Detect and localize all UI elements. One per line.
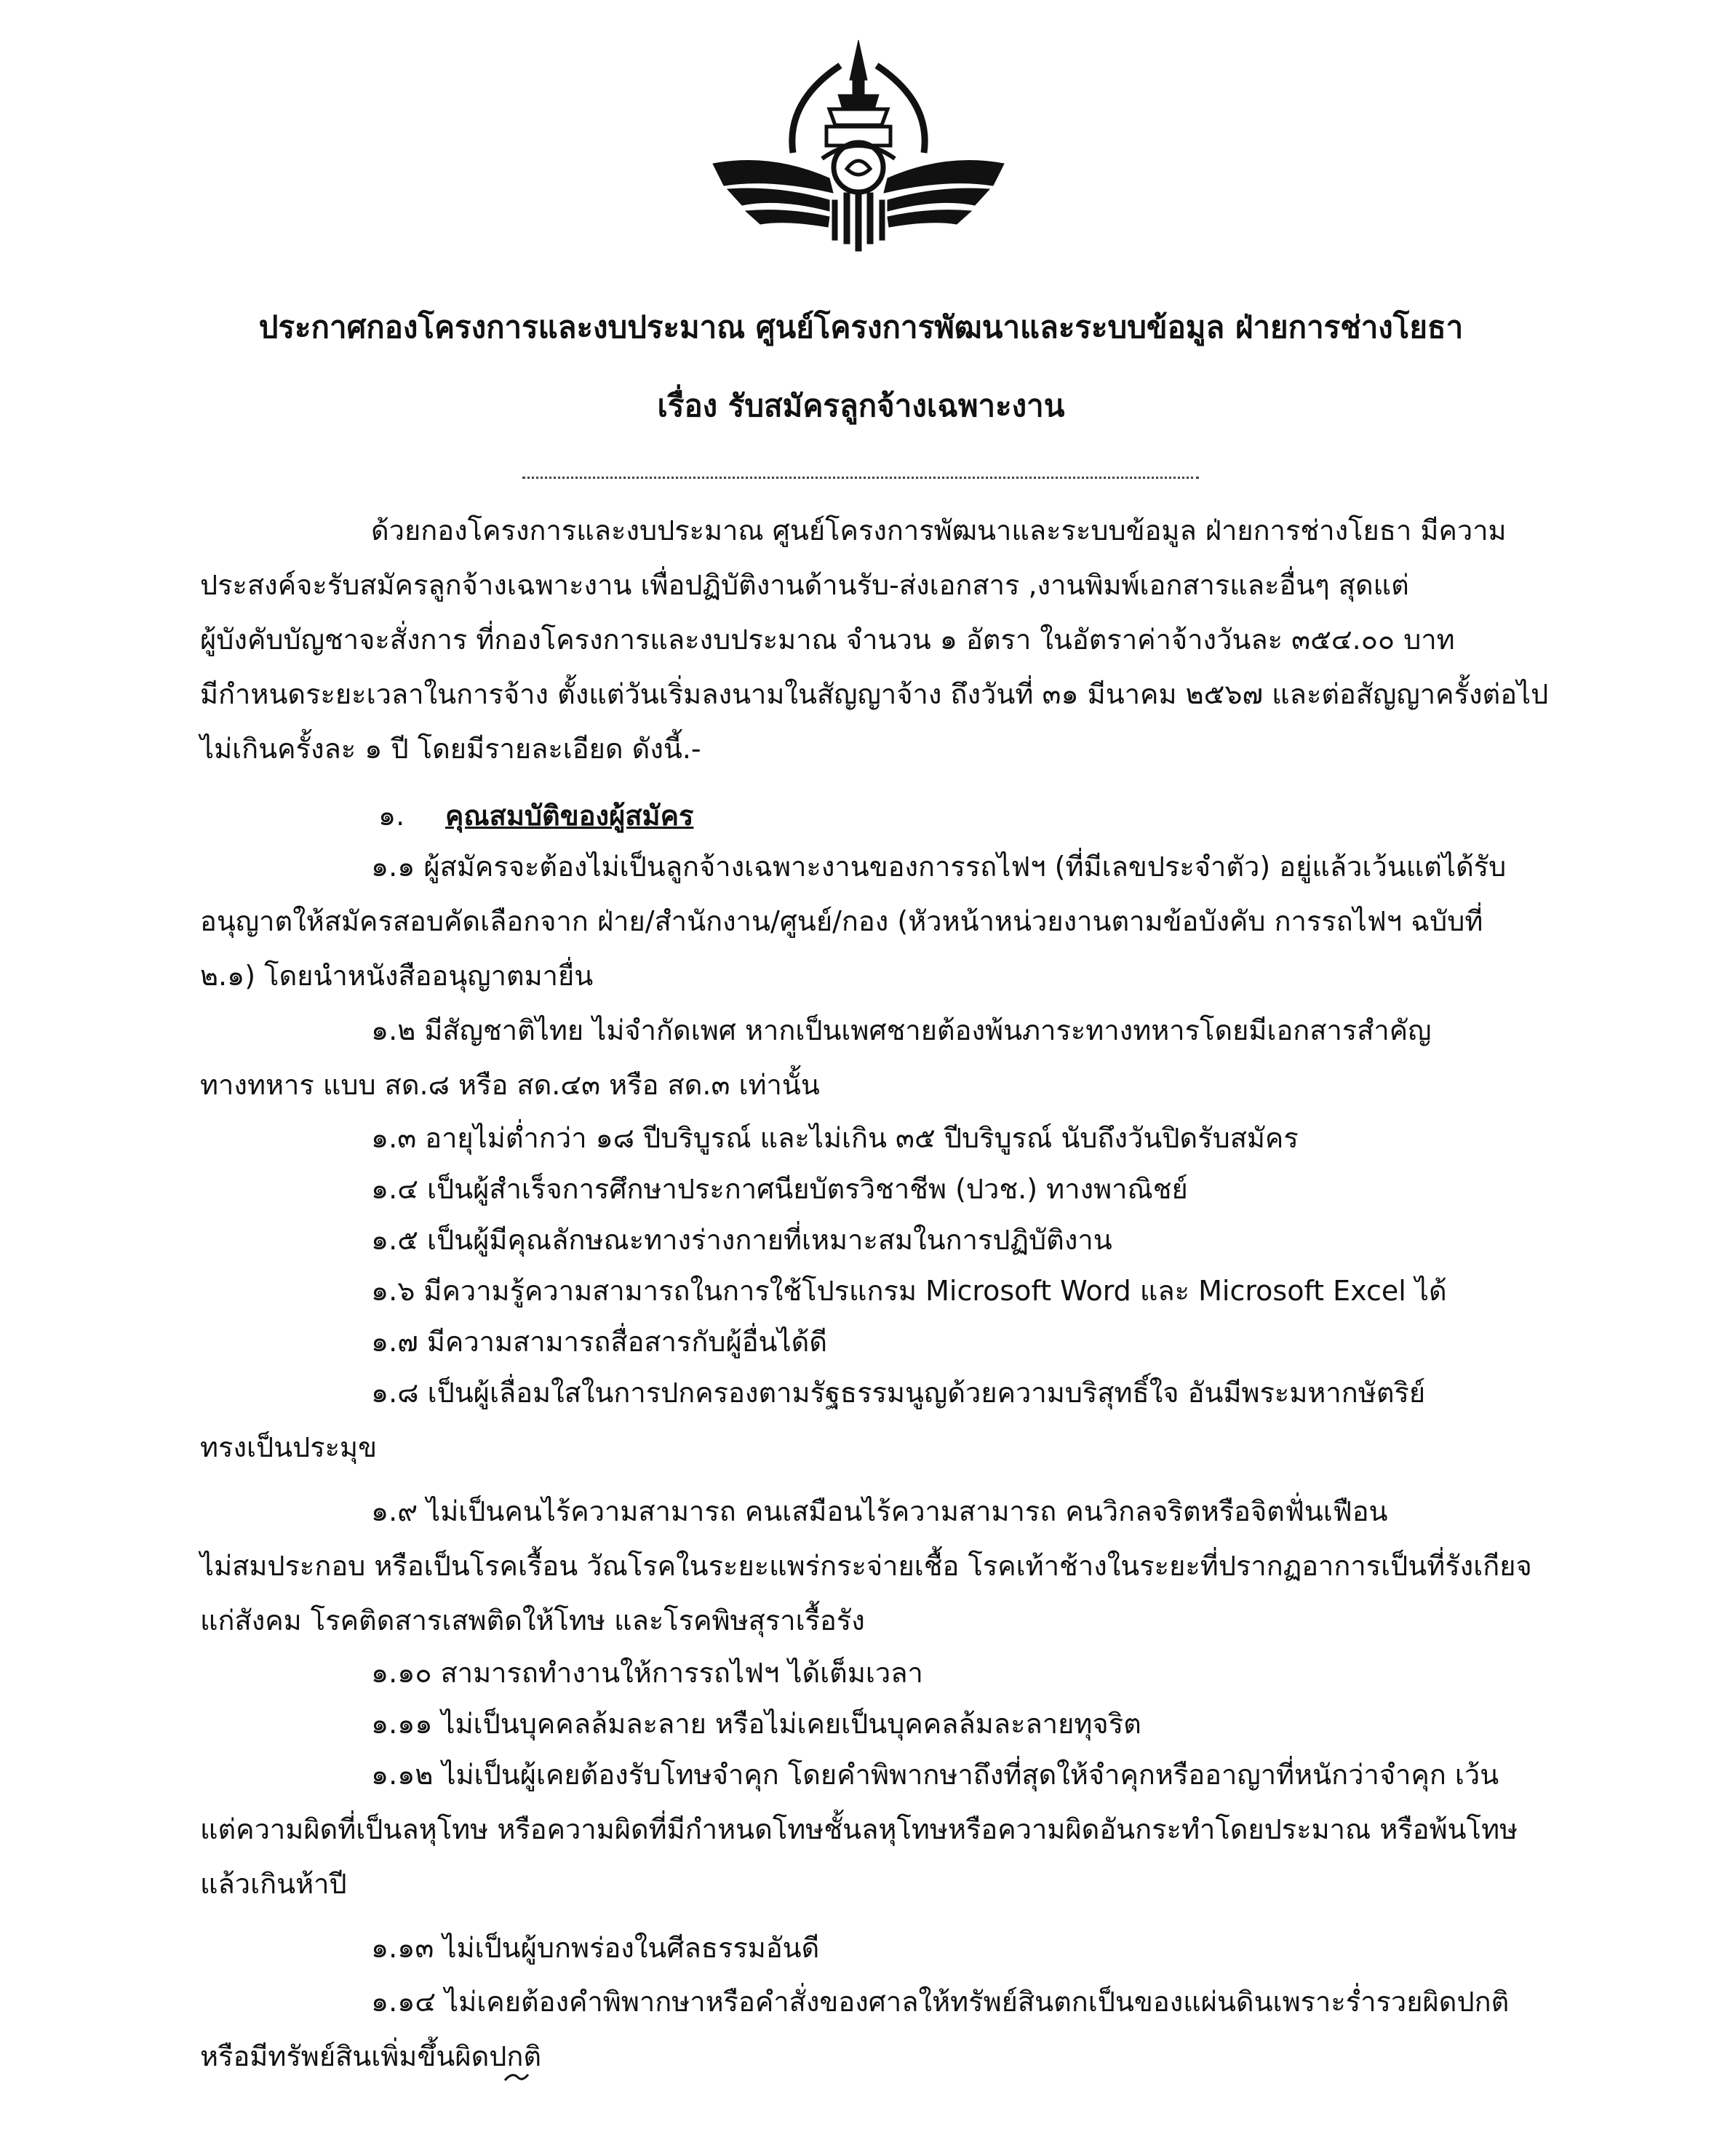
intro-line: ไม่เกินครั้งละ ๑ ปี โดยมีรายละเอียด ดังนี้.- bbox=[200, 733, 701, 765]
intro-line: ประสงค์จะรับสมัครลูกจ้างเฉพาะงาน เพื่อปฏิบัติงานด้านรับ-ส่งเอกสาร ,งานพิมพ์เอกสารและอื่นๆ สุดแต่ bbox=[200, 569, 1409, 601]
srt-emblem-logo bbox=[684, 36, 1033, 255]
qualification-item: ๑.๑๓ ไม่เป็นผู้บกพร่องในศีลธรรมอันดี bbox=[371, 1932, 820, 1964]
intro-line: ผู้บังคับบัญชาจะสั่งการ ที่กองโครงการและงบประมาณ จำนวน ๑ อัตรา ในอัตราค่าจ้างวันละ ๓๕๔.๐๐ บาท bbox=[200, 624, 1455, 656]
qualification-item: ๑.๑๔ ไม่เคยต้องคำพิพากษาหรือคำสั่งของศาลให้ทรัพย์สินตกเป็นของแผ่นดินเพราะร่ำรวยผิดปกติ bbox=[371, 1986, 1510, 2018]
dotted-divider bbox=[522, 477, 1199, 479]
section-heading: คุณสมบัติของผู้สมัคร bbox=[445, 800, 694, 832]
qualification-continuation: ทรงเป็นประมุข bbox=[200, 1431, 378, 1463]
qualification-continuation: ๒.๑) โดยนำหนังสืออนุญาตมายื่น bbox=[200, 960, 594, 992]
qualification-continuation: แล้วเกินห้าปี bbox=[200, 1868, 347, 1900]
qualification-item: ๑.๕ เป็นผู้มีคุณลักษณะทางร่างกายที่เหมาะสมในการปฏิบัติงาน bbox=[371, 1224, 1112, 1256]
qualification-continuation: อนุญาตให้สมัครสอบคัดเลือกจาก ฝ่าย/สำนักงาน/ศูนย์/กอง (หัวหน้าหน่วยงานตามข้อบังคับ การรถไฟฯ ฉบับที่ bbox=[200, 905, 1483, 937]
qualification-item: ๑.๑ ผู้สมัครจะต้องไม่เป็นลูกจ้างเฉพาะงานของการรถไฟฯ (ที่มีเลขประจำตัว) อยู่แล้วเว้นแต่ได้รับ bbox=[371, 851, 1507, 883]
announcement-subject: เรื่อง รับสมัครลูกจ้างเฉพาะงาน bbox=[657, 388, 1065, 423]
announcement-title: ประกาศกองโครงการและงบประมาณ ศูนย์โครงการพัฒนาและระบบข้อมูล ฝ่ายการช่างโยธา bbox=[258, 309, 1464, 345]
qualification-continuation: หรือมีทรัพย์สินเพิ่มขึ้นผิดปกติ bbox=[200, 2040, 542, 2072]
qualification-continuation: แต่ความผิดที่เป็นลหุโทษ หรือความผิดที่มีกำหนดโทษชั้นลหุโทษหรือความผิดอันกระทำโดยประมาณ หรือพ้นโทษ bbox=[200, 1813, 1518, 1845]
qualification-continuation: แก่สังคม โรคติดสารเสพติดให้โทษ และโรคพิษสุราเรื้อรัง bbox=[200, 1604, 865, 1636]
qualification-item: ๑.๑๑ ไม่เป็นบุคคลล้มละลาย หรือไม่เคยเป็นบุคคลล้มละลายทุจริต bbox=[371, 1708, 1141, 1740]
qualification-continuation: ไม่สมประกอบ หรือเป็นโรคเรื้อน วัณโรคในระยะแพร่กระจ่ายเชื้อ โรคเท้าช้างในระยะที่ปรากฏอาการเป็นที่รังเกียจ bbox=[200, 1550, 1532, 1582]
qualification-item: ๑.๒ มีสัญชาติไทย ไม่จำกัดเพศ หากเป็นเพศชายต้องพ้นภาระทางทหารโดยมีเอกสารสำคัญ bbox=[371, 1014, 1432, 1046]
intro-line: มีกำหนดระยะเวลาในการจ้าง ตั้งแต่วันเริ่มลงนามในสัญญาจ้าง ถึงวันที่ ๓๑ มีนาคม ๒๕๖๗ และต่อสัญญาครั้งต่อไป bbox=[200, 678, 1549, 710]
qualification-item: ๑.๔ เป็นผู้สำเร็จการศึกษาประกาศนียบัตรวิชาชีพ (ปวช.) ทางพาณิชย์ bbox=[371, 1173, 1188, 1205]
qualification-item: ๑.๑๒ ไม่เป็นผู้เคยต้องรับโทษจำคุก โดยคำพิพากษาถึงที่สุดให้จำคุกหรืออาญาที่หนักว่าจำคุก เว้น bbox=[371, 1759, 1499, 1791]
qualification-item: ๑.๓ อายุไม่ต่ำกว่า ๑๘ ปีบริบูรณ์ และไม่เกิน ๓๕ ปีบริบูรณ์ นับถึงวันปิดรับสมัคร bbox=[371, 1122, 1299, 1154]
qualification-item: ๑.๑๐ สามารถทำงานให้การรถไฟฯ ได้เต็มเวลา bbox=[371, 1657, 923, 1689]
section-number: ๑. bbox=[378, 800, 405, 832]
qualification-continuation: ทางทหาร แบบ สด.๘ หรือ สด.๔๓ หรือ สด.๓ เท่านั้น bbox=[200, 1069, 820, 1101]
scan-mark bbox=[502, 2070, 531, 2085]
qualification-item: ๑.๗ มีความสามารถสื่อสารกับผู้อื่นได้ดี bbox=[371, 1326, 827, 1358]
intro-line: ด้วยกองโครงการและงบประมาณ ศูนย์โครงการพัฒนาและระบบข้อมูล ฝ่ายการช่างโยธา มีความ bbox=[371, 514, 1507, 546]
qualification-item: ๑.๖ มีความรู้ความสามารถในการใช้โปรแกรม Microsoft Word และ Microsoft Excel ได้ bbox=[371, 1275, 1447, 1307]
qualification-item: ๑.๘ เป็นผู้เลื่อมใสในการปกครองตามรัฐธรรมนูญด้วยความบริสุทธิ์ใจ อันมีพระมหากษัตริย์ bbox=[371, 1377, 1426, 1409]
qualification-item: ๑.๙ ไม่เป็นคนไร้ความสามารถ คนเสมือนไร้ความสามารถ คนวิกลจริตหรือจิตฟั่นเฟือน bbox=[371, 1495, 1388, 1527]
